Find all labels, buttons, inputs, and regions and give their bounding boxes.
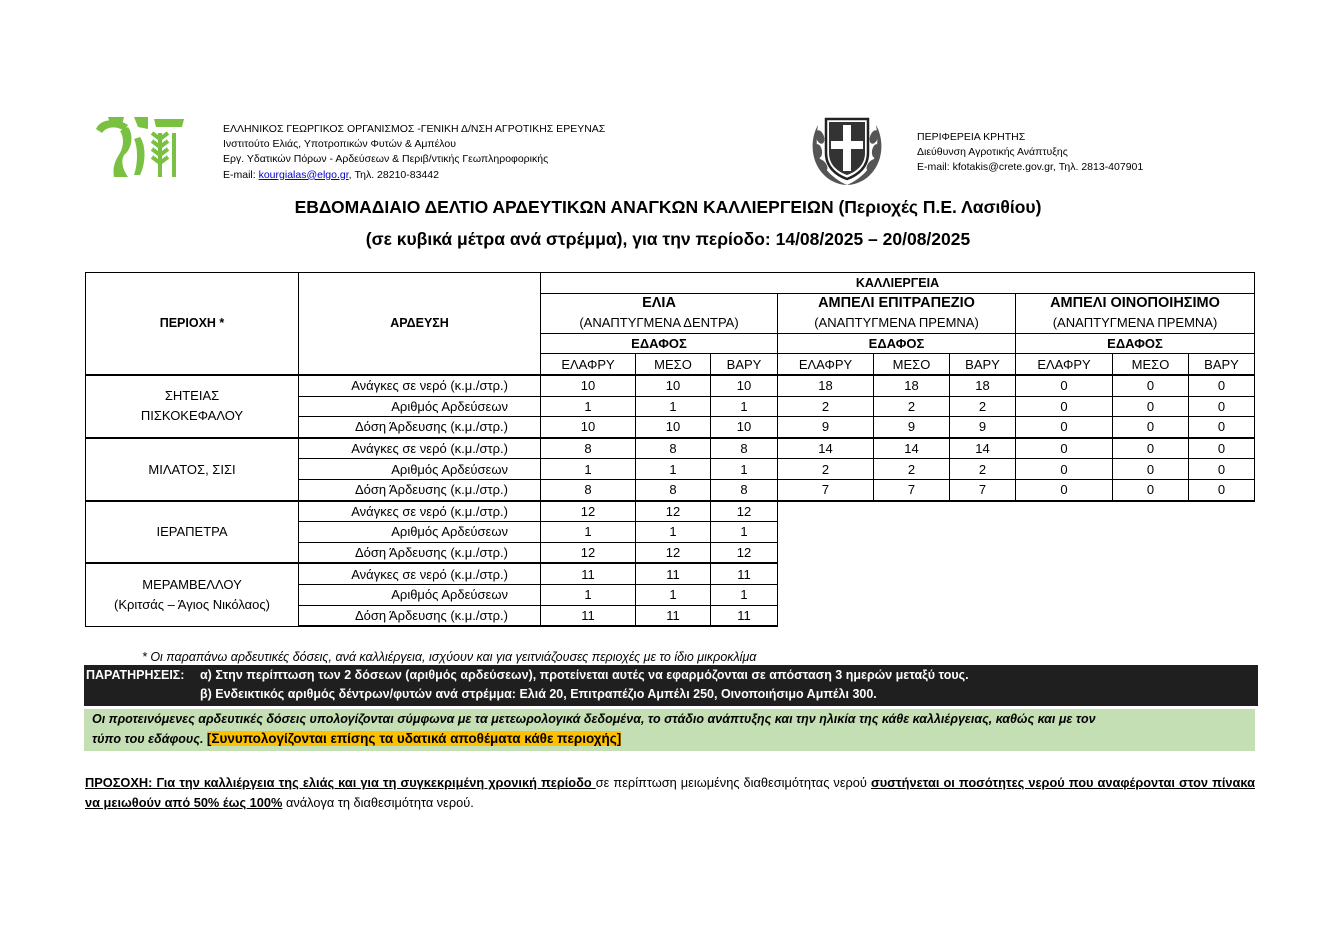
table-cell: 2: [874, 459, 950, 480]
table-cell: 14: [950, 438, 1016, 459]
dose-info-line2: τύπο του εδάφους. [Συνυπολογίζονται επίσης τα υδατικά αποθέματα κάθε περιοχής]: [92, 731, 622, 746]
page-subtitle: (σε κυβικά μέτρα ανά στρέμμα), για την περίοδο: 14/08/2025 – 20/08/2025: [365, 229, 971, 249]
soil-header: ΕΔΑΦΟΣ: [541, 333, 778, 354]
table-cell: 0: [1113, 459, 1189, 480]
table-cell: 11: [636, 563, 711, 584]
table-cell: 1: [541, 522, 636, 543]
region-name: ΙΕΡΑΠΕΤΡΑ: [86, 501, 299, 564]
left-org-line3: Εργ. Υδατικών Πόρων - Αρδεύσεων & Περιβ/ντικής Γεωπληροφορικής: [223, 153, 549, 166]
table-cell: 0: [1189, 459, 1255, 480]
region-name: ΜΙΛΑΤΟΣ, ΣΙΣΙ: [86, 438, 299, 501]
right-org-line1: ΠΕΡΙΦΕΡΕΙΑ ΚΡΗΤΗΣ: [917, 131, 1026, 143]
row-label: Ανάγκες σε νερό (κ.μ./στρ.): [299, 501, 541, 522]
table-cell: 0: [1113, 479, 1189, 500]
table-cell: 11: [541, 605, 636, 626]
table-cell: 12: [636, 542, 711, 563]
row-label: Ανάγκες σε νερό (κ.μ./στρ.): [299, 563, 541, 584]
soil-type: ΜΕΣΟ: [636, 354, 711, 375]
left-org-contact: [223, 168, 605, 183]
table-cell: 0: [1189, 417, 1255, 438]
soil-header: ΕΔΑΦΟΣ: [1016, 333, 1255, 354]
phone: , Τηλ. 28210-83442: [348, 168, 439, 181]
soil-type: ΒΑΡΥ: [1189, 354, 1255, 375]
table-cell: 0: [1016, 417, 1113, 438]
crop-subtitle: (ΑΝΑΠΤΥΓΜΕΝΑ ΠΡΕΜΝΑ): [778, 313, 1016, 333]
table-cell: 0: [1113, 396, 1189, 417]
crop-subtitle: (ΑΝΑΠΤΥΓΜΕΝΑ ΔΕΝΤΡΑ): [541, 313, 778, 333]
table-cell: 0: [1016, 375, 1113, 396]
table-cell: 0: [1016, 479, 1113, 500]
table-cell: 10: [711, 417, 778, 438]
table-cell: 7: [778, 479, 874, 500]
table-cell: 2: [778, 459, 874, 480]
irrigation-table: [85, 272, 1255, 627]
greek-coat-of-arms-icon: [808, 113, 886, 187]
table-cell: 8: [711, 479, 778, 500]
crop-name: ΑΜΠΕΛΙ ΟΙΝΟΠΟΙΗΣΙΜΟ: [1016, 293, 1255, 313]
table-cell: 8: [636, 479, 711, 500]
soil-type: ΕΛΑΦΡΥ: [1016, 354, 1113, 375]
soil-type: ΜΕΣΟ: [874, 354, 950, 375]
left-org-line2: Ινστιτούτο Ελιάς, Υποτροπικών Φυτών & Αμπέλου: [223, 138, 456, 151]
row-label: Δόση Άρδευσης (κ.μ./στρ.): [299, 542, 541, 563]
irrigation-column-header: ΑΡΔΕΥΣΗ: [299, 273, 541, 375]
soil-type: ΕΛΑΦΡΥ: [778, 354, 874, 375]
dose-info-line1: Οι προτεινόμενες αρδευτικές δόσεις υπολογίζονται σύμφωνα με τα μετεωρολογικά δεδομένα, το στάδιο ανάπτυξης και την ηλικία της κάθε καλλιέργειας, καθώς και με τον: [92, 712, 1096, 726]
notes-label: ΠΑΡΑΤΗΡΗΣΕΙΣ:: [86, 668, 185, 682]
table-cell: 2: [950, 459, 1016, 480]
email-link[interactable]: kourgialas@elgo.gr: [258, 168, 349, 181]
row-label: Ανάγκες σε νερό (κ.μ./στρ.): [299, 375, 541, 396]
row-label: Αριθμός Αρδεύσεων: [299, 522, 541, 543]
right-organization-info: [917, 130, 1143, 176]
table-cell: 11: [541, 563, 636, 584]
row-label: Αριθμός Αρδεύσεων: [299, 396, 541, 417]
table-cell: 1: [636, 396, 711, 417]
table-cell: 18: [950, 375, 1016, 396]
warning-lead: ΠΡΟΣΟΧΗ: Για την καλλιέργεια της ελιάς και για τη συγκεκριμένη χρονική περίοδο: [85, 775, 596, 790]
table-cell: 10: [541, 417, 636, 438]
table-cell: 0: [1016, 438, 1113, 459]
row-label: Δόση Άρδευσης (κ.μ./στρ.): [299, 417, 541, 438]
crop-subtitle: (ΑΝΑΠΤΥΓΜΕΝΑ ΠΡΕΜΝΑ): [1016, 313, 1255, 333]
table-cell: 0: [1189, 479, 1255, 500]
left-org-line1: ΕΛΛΗΝΙΚΟΣ ΓΕΩΡΓΙΚΟΣ ΟΡΓΑΝΙΣΜΟΣ -ΓΕΝΙΚΗ Δ/ΝΣΗ ΑΓΡΟΤΙΚΗΣ ΕΡΕΥΝΑΣ: [223, 123, 606, 135]
table-cell: 0: [1016, 459, 1113, 480]
table-cell: 0: [1189, 375, 1255, 396]
table-cell: 7: [874, 479, 950, 500]
table-cell: 8: [541, 479, 636, 500]
soil-type: ΒΑΡΥ: [711, 354, 778, 375]
table-cell: 2: [874, 396, 950, 417]
row-label: Δόση Άρδευσης (κ.μ./στρ.): [299, 605, 541, 626]
table-cell: 12: [541, 542, 636, 563]
table-cell: 0: [1016, 396, 1113, 417]
row-label: Αριθμός Αρδεύσεων: [299, 584, 541, 605]
soil-type: ΕΛΑΦΡΥ: [541, 354, 636, 375]
table-cell: 2: [778, 396, 874, 417]
stocks-highlight: [Συνυπολογίζονται επίσης τα υδατικά αποθέματα κάθε περιοχής]: [206, 731, 622, 746]
table-footnote: * Οι παραπάνω αρδευτικές δόσεις, ανά καλλιέργεια, ισχύουν και για γειτνιάζουσες περιοχές με το ίδιο μικροκλίμα: [142, 650, 757, 664]
note-b: β) Ενδεικτικός αριθμός δέντρων/φυτών ανά στρέμμα: Ελιά 20, Επιτραπέζιο Αμπέλι 250, Οινοποιήσιμο Αμπέλι 300.: [200, 687, 877, 701]
soil-type: ΜΕΣΟ: [1113, 354, 1189, 375]
table-cell: 9: [778, 417, 874, 438]
table-cell: 12: [636, 501, 711, 522]
note-a: α) Στην περίπτωση των 2 δόσεων (αριθμός αρδεύσεων), προτείνεται αυτές να εφαρμόζονται σε απόσταση 3 ημερών μεταξύ τους.: [200, 668, 969, 682]
table-cell: 8: [711, 438, 778, 459]
notes-box: [84, 665, 1258, 706]
right-org-line3: E-mail: kfotakis@crete.gov.gr, Τηλ. 2813-407901: [917, 161, 1144, 174]
warning-paragraph: [85, 773, 1255, 813]
table-cell: 11: [711, 563, 778, 584]
table-cell: 9: [950, 417, 1016, 438]
table-cell: 10: [636, 417, 711, 438]
table-cell: 10: [711, 375, 778, 396]
table-cell: 1: [711, 522, 778, 543]
soil-header: ΕΔΑΦΟΣ: [778, 333, 1016, 354]
table-cell: 1: [711, 396, 778, 417]
table-cell: 14: [778, 438, 874, 459]
table-cell: 10: [636, 375, 711, 396]
table-cell: 0: [1189, 396, 1255, 417]
left-organization-info: [223, 122, 605, 183]
row-label: Ανάγκες σε νερό (κ.μ./στρ.): [299, 438, 541, 459]
region-column-header: ΠΕΡΙΟΧΗ *: [86, 273, 299, 375]
table-cell: 0: [1113, 417, 1189, 438]
table-cell: 0: [1189, 438, 1255, 459]
warning-recommendation: συστήνεται οι ποσότητες νερού που αναφέρονται στον πίνακα να μειωθούν από 50% έως 100%: [85, 775, 1255, 810]
crop-name: ΑΜΠΕΛΙ ΕΠΙΤΡΑΠΕΖΙΟ: [778, 293, 1016, 313]
table-cell: 1: [711, 459, 778, 480]
table-cell: 0: [1113, 375, 1189, 396]
table-cell: 1: [636, 522, 711, 543]
dose-info-box: [84, 709, 1255, 751]
table-cell: 1: [541, 459, 636, 480]
table-cell: 1: [541, 584, 636, 605]
table-cell: 8: [636, 438, 711, 459]
right-org-line2: Διεύθυνση Αγροτικής Ανάπτυξης: [917, 146, 1068, 159]
table-cell: 1: [636, 584, 711, 605]
table-cell: 14: [874, 438, 950, 459]
table-cell: 1: [636, 459, 711, 480]
page-title: ΕΒΔΟΜΑΔΙΑΙΟ ΔΕΛΤΙΟ ΑΡΔΕΥΤΙΚΩΝ ΑΝΑΓΚΩΝ ΚΑΛΛΙΕΡΓΕΙΩΝ (Περιοχές Π.Ε. Λασιθίου): [294, 197, 1042, 217]
table-cell: 8: [541, 438, 636, 459]
table-cell: 0: [1113, 438, 1189, 459]
table-cell: 1: [541, 396, 636, 417]
soil-type: ΒΑΡΥ: [950, 354, 1016, 375]
region-name: ΣΗΤΕΙΑΣ ΠΙΣΚΟΚΕΦΑΛΟΥ: [86, 375, 299, 438]
table-cell: 11: [636, 605, 711, 626]
crop-name: ΕΛΙΑ: [541, 293, 778, 313]
table-cell: 12: [711, 542, 778, 563]
region-name: ΜΕΡΑΜΒΕΛΛΟΥ (Κριτσάς – Άγιος Νικόλαος): [86, 563, 299, 626]
table-cell: 9: [874, 417, 950, 438]
crop-column-header: ΚΑΛΛΙΕΡΓΕΙΑ: [541, 273, 1255, 294]
table-cell: 12: [711, 501, 778, 522]
table-cell: 11: [711, 605, 778, 626]
table-cell: 12: [541, 501, 636, 522]
email-label: E-mail:: [223, 168, 259, 181]
table-cell: 7: [950, 479, 1016, 500]
table-cell: 1: [711, 584, 778, 605]
warning-condition: σε περίπτωση μειωμένης διαθεσιμότητας νερού: [595, 775, 871, 790]
table-cell: 18: [778, 375, 874, 396]
table-cell: 10: [541, 375, 636, 396]
row-label: Αριθμός Αρδεύσεων: [299, 459, 541, 480]
elgo-logo-icon: [94, 115, 186, 179]
row-label: Δόση Άρδευσης (κ.μ./στρ.): [299, 479, 541, 500]
table-cell: 2: [950, 396, 1016, 417]
warning-tail: ανάλογα τη διαθεσιμότητα νερού.: [282, 795, 474, 810]
table-cell: 18: [874, 375, 950, 396]
